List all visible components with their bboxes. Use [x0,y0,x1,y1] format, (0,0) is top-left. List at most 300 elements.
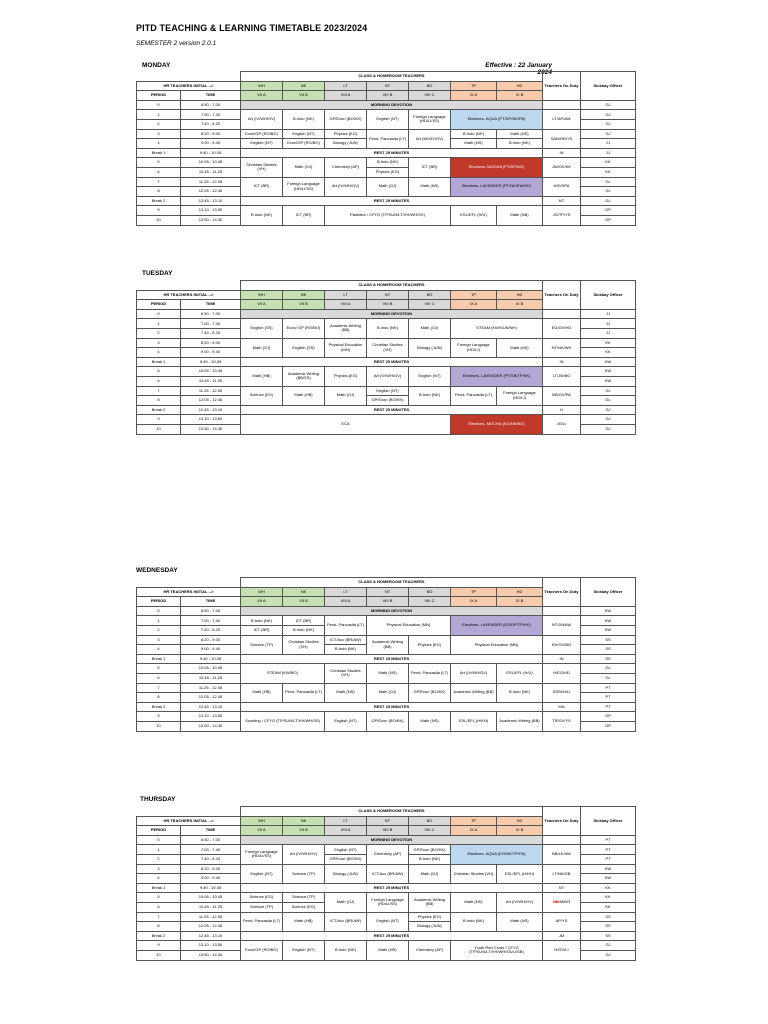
class-name: VIII A [325,91,367,101]
lesson-cell: Foreign Language (HD/LI/SS) [241,845,283,864]
elective-cell: Electives- AQUA (EG/NK/TP/PA) [451,845,543,864]
duty-cell: NT [543,196,581,206]
sickbay-cell: JJ [581,309,636,319]
period-cell: 3 [137,864,181,874]
period-cell: 9 [137,206,181,216]
period-cell: 3 [137,129,181,139]
period-cell: 7 [137,386,181,396]
class-name: IX A [451,300,497,310]
lesson-cell: Science (EG) [283,902,325,912]
lesson-cell: ESL/EFL (H/KH) [497,864,543,883]
period-cell: Break 1 [137,357,181,367]
sickbay-cell: GL [581,196,636,206]
time-cell: 9.40 - 10.05 [181,654,241,664]
teacher-initial: NK [283,81,325,91]
lesson-cell: ICT/Acc (BR/AW) [367,864,409,883]
sickbay-header: Sickbay Officer [581,72,636,101]
class-name: VII A [241,597,283,607]
lesson-cell: Paskibra / CFYG (TP/SUN/LT/VH/WH/SS) [325,206,451,225]
time-cell: 12.05 - 12.45 [181,693,241,703]
sickbay-cell: KW [581,864,636,874]
lesson-cell: Academic Writing (BB) [367,635,409,654]
teacher-initial: BO [409,290,451,300]
lesson-cell: Art (IV/WH/GV) [325,177,367,196]
sickbay-cell: SS [581,645,636,655]
duty-header: Teachers On Duty [543,72,581,101]
lesson-cell: Econ/GP (RO/BO) [241,129,283,139]
duty-cell: NT/NK/WH [543,338,581,357]
lesson-cell: Math (GJ) [367,177,409,196]
lesson-cell: English (NT) [283,941,325,960]
lesson-cell: Math (HB) [283,386,325,405]
time-cell: 12.45 - 13.10 [181,196,241,206]
lesson-cell: Math (GJ) [325,893,367,912]
lesson-cell: Chemistry (AP) [409,941,451,960]
time-cell: 12.05 - 12.45 [181,396,241,406]
lesson-cell: Foreign Language (HD/LI/SS) [409,110,451,129]
class-name: IX A [451,597,497,607]
time-cell: 9.00 - 9.40 [181,139,241,149]
time-cell: 12.05 - 12.45 [181,187,241,197]
class-name: VII A [241,300,283,310]
time-cell: 8.20 - 9.00 [181,635,241,645]
duty-cell: LT/JM/BO [543,367,581,386]
teacher-initial: BO [409,816,451,826]
rest-break: REST 25 MINUTES [241,405,543,415]
timetable-monday [136,71,636,226]
lesson-cell: Chemistry (AP) [367,845,409,864]
lesson-cell: Foreign Language (HD/LI) [451,338,497,357]
time-cell: 13.10 - 13.50 [181,206,241,216]
class-name: VIII B [367,91,409,101]
period-cell: 6 [137,167,181,177]
lesson-cell: GP/Econ (BO/KK) [367,396,409,406]
lesson-cell: B.Indo (NK) [283,110,325,129]
class-name: VII B [283,826,325,836]
lesson-cell: B.Indo (NK) [241,616,283,626]
class-name: IX B [497,300,543,310]
lesson-cell: Academic Writing (BB) [325,319,367,338]
lesson-cell: GP/Econ (BO/KK) [367,712,409,731]
lesson-cell: Science (TP) [241,902,283,912]
elective-cell: Electives- MOCHA (EG/NK/BO) [451,415,543,434]
period-cell: 4 [137,874,181,884]
lesson-cell: Math (GJ) [325,386,367,405]
lesson-cell: Econ/GP (RO/BO) [241,941,283,960]
time-cell: 13.50 - 14.30 [181,215,241,225]
class-name: VII B [283,597,325,607]
period-cell: 10 [137,950,181,960]
time-cell: 11.25 - 12.05 [181,912,241,922]
time-cell: 13.10 - 13.50 [181,941,241,951]
time-header: TIME [181,300,241,310]
lesson-cell: Math (HB) [283,912,325,931]
period-cell: 4 [137,139,181,149]
sickbay-cell: KW [581,376,636,386]
lesson-cell: Math (GJ) [367,683,409,702]
period-cell: 0 [137,309,181,319]
teacher-initial: WH [241,816,283,826]
sickbay-cell: GJ [581,119,636,129]
sickbay-cell: KK [581,158,636,168]
lesson-cell: Biology (JUN) [325,139,367,149]
teacher-initial: TP [451,816,497,826]
duty-cell: JG/TP/YS [543,206,581,225]
lesson-cell: Foreign Language (HD/LI) [497,386,543,405]
elective-cell: Electives- LAVENDER (PT/NK/EW/KK) [451,177,543,196]
time-cell: 10.45 - 11.25 [181,902,241,912]
lesson-cell: ESL/EFL (H/KH) [451,712,497,731]
lesson-cell: English (NT) [367,912,409,931]
lesson-cell: English (NT) [241,139,283,149]
effective-date: Effective : 22 January 2024 [485,62,552,76]
sickbay-cell: PT [581,683,636,693]
sickbay-cell: GL [581,187,636,197]
sickbay-cell: PT [581,693,636,703]
class-name: IX B [497,597,543,607]
class-name: IX A [451,826,497,836]
morning-devotion: MORNING DEVOTION [241,606,543,616]
sickbay-cell: KK [581,338,636,348]
rest-break: REST 25 MINUTES [241,654,543,664]
teacher-initial: TP [451,81,497,91]
time-cell: 13.50 - 14.30 [181,721,241,731]
teacher-initial: HD [497,290,543,300]
duty-cell: IN [543,654,581,664]
lesson-cell: Pend. Pancasila (LT) [451,386,497,405]
lesson-cell: B.Indo (NK) [409,386,451,405]
lesson-cell: Christian Studies (VH) [451,864,497,883]
time-cell: 12.05 - 12.45 [181,922,241,932]
lesson-cell: Academic Writing (BB) [409,893,451,912]
sickbay-cell: KW [581,606,636,616]
time-cell: 13.10 - 13.50 [181,415,241,425]
sickbay-cell: KW [581,874,636,884]
time-cell: 9.00 - 9.40 [181,348,241,358]
time-cell: 7.00 - 7.40 [181,110,241,120]
lesson-cell: Art (IV/WH/GV) [283,845,325,864]
lesson-cell: ICT (BR) [283,206,325,225]
elective-cell: Electives- MOCHA (PT/DP/BO) [451,158,543,177]
lesson-cell: Christian Studies (VH) [325,664,367,683]
lesson-cell: B.Indo (NK) [367,319,409,338]
duty-cell: TR/GV/YS [543,712,581,731]
time-cell: 6.50 - 7.00 [181,309,241,319]
period-cell: 7 [137,912,181,922]
sickbay-cell: JJ [581,328,636,338]
period-cell: 2 [137,119,181,129]
class-name: VIII A [325,826,367,836]
sickbay-cell: SS [581,931,636,941]
lesson-cell: Math (NS) [367,941,409,960]
lesson-cell: STEAM (KW/SUN/NH) [451,319,543,338]
period-cell: Break 1 [137,148,181,158]
teacher-initial: WH [241,290,283,300]
period-header: PERIOD [137,91,181,101]
time-cell: 7.40 - 8.20 [181,328,241,338]
sickbay-cell: PT [581,702,636,712]
lesson-cell: Pend. Pancasila (LT) [325,616,367,635]
lesson-cell: ESL/EFL (H/U) [497,664,543,683]
duty-cell: JW/GV/KK [543,158,581,177]
lesson-cell: Pend. Pancasila (LT) [283,683,325,702]
duty-cell: IN [543,148,581,158]
lesson-cell: ICT/Acc (BR/AW) [325,635,367,645]
time-cell: 13.50 - 14.30 [181,950,241,960]
lesson-cell: English (NT) [409,367,451,386]
duty-cell: SAN/HD/YS [543,129,581,148]
period-header: PERIOD [137,597,181,607]
sickbay-cell: GJ [581,950,636,960]
period-cell: 10 [137,215,181,225]
lesson-cell: Math (HB) [241,367,283,386]
sickbay-cell: KW [581,625,636,635]
class-teachers-header: CLASS & HOMEROOM TEACHERS [241,807,543,817]
time-cell: 12.45 - 13.10 [181,702,241,712]
period-header: PERIOD [137,826,181,836]
lesson-cell: English (NT) [367,110,409,129]
lesson-cell: Pend. Pancasila (LT) [409,664,451,683]
lesson-cell: ICT/Acc (BR/AW) [325,912,367,931]
period-cell: 1 [137,110,181,120]
lesson-cell: Christian Studies (VH) [241,158,283,177]
period-header: PERIOD [137,300,181,310]
sickbay-cell: KK [581,893,636,903]
period-cell: Break 1 [137,883,181,893]
elective-cell: Electives- AQUA (PT/DP/NK/PA) [451,110,543,129]
class-teachers-header: CLASS & HOMEROOM TEACHERS [241,578,543,588]
duty-cell: EG/GV/HD [543,319,581,338]
lesson-cell: English (NT) [283,129,325,139]
duty-cell: H [543,405,581,415]
duty-cell [543,893,581,912]
period-cell: 1 [137,845,181,855]
class-name: IX B [497,91,543,101]
time-cell: 9.00 - 9.40 [181,874,241,884]
lesson-cell: Math (NS) [325,683,367,702]
duty-header: Teachers On Duty [543,578,581,607]
lesson-cell: Physical Education (MN) [451,635,543,654]
lesson-cell: B.Indo (NK) [241,206,283,225]
class-name: IX A [451,91,497,101]
period-cell: 3 [137,635,181,645]
class-name: VIII A [325,300,367,310]
duty-cell: H/EG/HD [543,664,581,683]
teacher-initial: BO [409,81,451,91]
sickbay-cell: GJ [581,129,636,139]
time-cell: 11.25 - 12.05 [181,683,241,693]
lesson-cell: Christian Studies (VH) [283,635,325,654]
period-cell: 4 [137,348,181,358]
duty-header: Teachers On Duty [543,281,581,310]
time-cell: 10.45 - 11.25 [181,376,241,386]
lesson-cell: Art (IV/WH/GV) [367,367,409,386]
lesson-cell: B.Indo (NK) [497,139,543,149]
sickbay-cell: GJ [581,415,636,425]
lesson-cell: Math (NS) [497,129,543,139]
lesson-cell: Physical Education (MN) [325,338,367,357]
time-cell: 8.20 - 9.00 [181,864,241,874]
sickbay-cell: GJ [581,110,636,120]
duty-highlight: NB [552,899,559,905]
lesson-cell: Physics (EG) [367,167,409,177]
time-cell: 7.40 - 8.20 [181,625,241,635]
teacher-initial: WH [241,81,283,91]
timetable-wednesday [136,577,636,732]
sickbay-cell: GL [581,664,636,674]
teacher-initial: HD [497,816,543,826]
lesson-cell: Math (NS) [409,177,451,196]
duty-cell: BB/GV/PA [543,386,581,405]
time-cell: 7.40 - 8.20 [181,119,241,129]
lesson-cell: ICT (BR) [409,158,451,177]
period-cell: 0 [137,606,181,616]
lesson-cell: Math (NS) [367,664,409,683]
duty-cell: LT/AP/AW [543,110,581,129]
lesson-cell: Math (GJ) [409,319,451,338]
lesson-cell: Math (NB) [497,206,543,225]
period-cell: 7 [137,683,181,693]
lesson-cell: Foreign Language (HD/LI/SS) [283,177,325,196]
sickbay-cell: GP [581,712,636,722]
duty-cell: IN [543,357,581,367]
class-name: VIII C [409,300,451,310]
sickbay-cell: KK [581,348,636,358]
lesson-cell: ICT (BR) [241,625,283,635]
period-cell: 5 [137,158,181,168]
period-cell: 7 [137,177,181,187]
period-cell: 6 [137,902,181,912]
page-title: PITD TEACHING & LEARNING TIMETABLE 2023/2024 [136,23,368,33]
page-subtitle: SEMESTER 2 version 2.0.1 [136,40,217,47]
morning-devotion: MORNING DEVOTION [241,100,543,110]
class-name: VIII C [409,597,451,607]
sickbay-header: Sickbay Officer [581,578,636,607]
lesson-cell: Scouting / CFYG (TP/SUN/LT/VH/WH/SS) [241,712,325,731]
duty-header: Teachers On Duty [543,807,581,836]
lesson-cell: ICT (BR) [283,616,325,626]
class-name: VIII C [409,91,451,101]
lesson-cell: B.Indo (NK) [451,129,497,139]
period-cell: Break 2 [137,931,181,941]
lesson-cell: Art (IV/WH/GV) [497,893,543,912]
teacher-initial: NK [283,587,325,597]
sickbay-cell: KK [581,883,636,893]
period-cell: 6 [137,376,181,386]
time-cell: 10.05 - 10.45 [181,893,241,903]
teacher-initial: HD [497,587,543,597]
period-cell: 9 [137,712,181,722]
lesson-cell: GP/Econ (BO/KK) [409,683,451,702]
sickbay-cell: SS [581,912,636,922]
class-name: VIII B [367,597,409,607]
lesson-cell: English (SS) [283,338,325,357]
class-teachers-header: CLASS & HOMEROOM TEACHERS [241,72,543,82]
time-cell: 9.40 - 10.05 [181,883,241,893]
lesson-cell: B.Indo (NK) [325,645,367,655]
sickbay-cell: PT [581,845,636,855]
lesson-cell: English (NT) [325,845,367,855]
time-cell: 7.40 - 8.20 [181,854,241,864]
lesson-cell: Biology (JUN) [409,338,451,357]
class-name: VIII B [367,300,409,310]
teacher-initial: TP [451,587,497,597]
period-cell: 5 [137,367,181,377]
lesson-cell: Foreign Language (HD/LI/SS) [367,893,409,912]
teacher-initial: LT [325,587,367,597]
sickbay-cell: KW [581,616,636,626]
time-header: TIME [181,826,241,836]
lesson-cell: ICT (BR) [241,177,283,196]
sickbay-cell: KK [581,167,636,177]
period-cell: 3 [137,338,181,348]
sickbay-cell: PT [581,854,636,864]
lesson-cell: Physics (EG) [325,129,367,139]
teacher-initial: NT [367,587,409,597]
teacher-initial: TP [451,290,497,300]
lesson-cell: Academic Writing (BB) [451,683,497,702]
sickbay-cell: JJ [581,319,636,329]
period-cell: 4 [137,645,181,655]
timetable-tuesday [136,280,636,435]
lesson-cell: GP/Econ (BO/KK) [409,845,451,855]
teacher-initial: LT [325,290,367,300]
lesson-cell: Christian Studies (VH) [367,338,409,357]
elective-cell: Electives- LAVENDER (PT/SB/TP/KK) [451,367,543,386]
lesson-cell: STEAM (KW/BO) [241,664,325,683]
period-cell: 6 [137,673,181,683]
lesson-cell: Math (NS) [497,912,543,931]
time-cell: 10.05 - 10.45 [181,664,241,674]
duty-cell: H/EG/PA [543,177,581,196]
sickbay-cell: GP [581,721,636,731]
lesson-cell: Math (GJ) [241,338,283,357]
period-cell: Break 2 [137,405,181,415]
class-name: VIII A [325,597,367,607]
class-name: VII B [283,300,325,310]
teacher-initial: LT [325,81,367,91]
lesson-cell: Econ/GP (RO/BO) [283,139,325,149]
rest-break: REST 25 MINUTES [241,196,543,206]
sickbay-cell: JJ [581,139,636,149]
period-cell: 1 [137,616,181,626]
lesson-cell: Science (EG) [241,893,283,903]
period-cell: 8 [137,396,181,406]
eca-cell: ECA [241,415,451,434]
sickbay-cell: GJ [581,405,636,415]
lesson-cell: English (SS) [241,319,283,338]
time-cell: 13.50 - 14.30 [181,424,241,434]
duty-cell: NT [543,883,581,893]
teacher-initial: NK [283,290,325,300]
day-label-wednesday: WEDNESDAY [136,567,178,574]
rest-break: REST 25 MINUTES [241,702,543,712]
lesson-cell: Chemistry (AP) [325,158,367,177]
rest-break: REST 25 MINUTES [241,883,543,893]
teacher-initial: NT [367,290,409,300]
time-cell: 10.05 - 10.45 [181,158,241,168]
lesson-cell: Art (IV/WH/GV) [451,664,497,683]
lesson-cell: Physics (EG) [325,367,367,386]
lesson-cell: Pend. Pancasila (LT) [367,129,409,148]
elective-cell: Electives- LAVENDER (EG/DP/TP/KK) [451,616,543,635]
period-cell: 1 [137,319,181,329]
teacher-initial: NT [367,81,409,91]
period-cell: 8 [137,187,181,197]
sickbay-cell: GJ [581,941,636,951]
day-label-thursday: THURSDAY [140,796,176,803]
duty-cell: H/GV/LI [543,941,581,960]
